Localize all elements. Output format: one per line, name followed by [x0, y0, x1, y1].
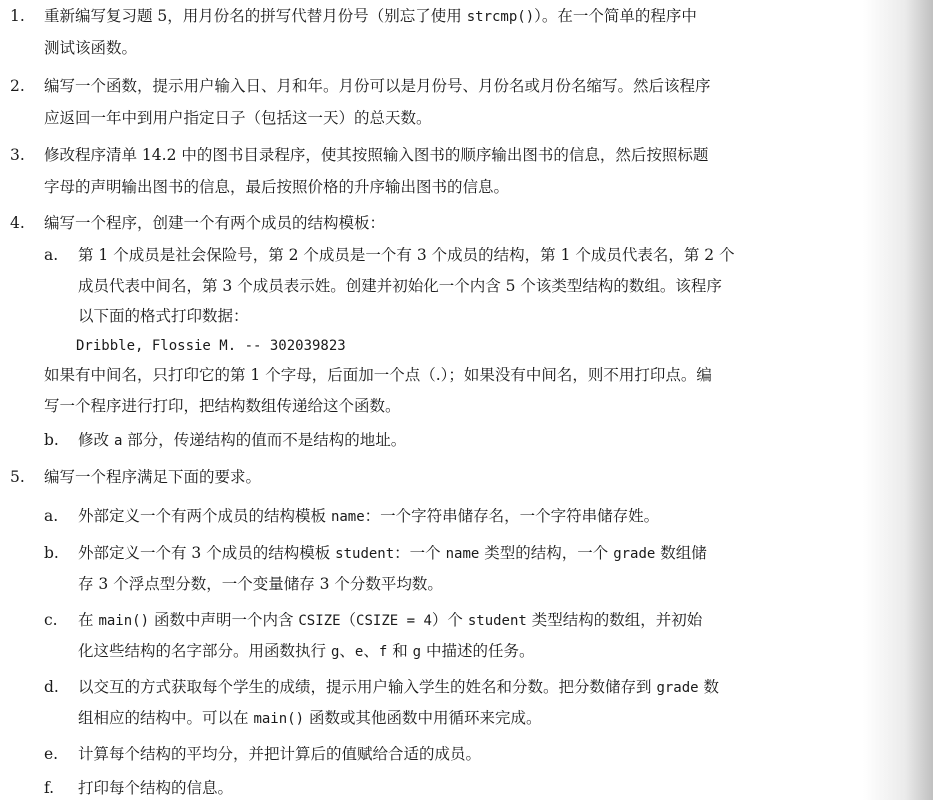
exercise-5f-label: f. [44, 779, 55, 797]
exercise-4a-line-1: a. 第 1 个成员是社会保险号，第 2 个成员是一个有 3 个成员的结构，第 1 个成员代表名，第 2 个 [44, 246, 735, 264]
exercise-4a-line-3: 以下面的格式打印数据： [78, 307, 249, 325]
exercise-5d-line-2: 组相应的结构中。可以在 main() 函数或其他函数中用循环来完成。 [78, 709, 542, 727]
exercise-5d-label: d. [44, 678, 59, 696]
exercise-5f-line-1: f. 打印每个结构的信息。 [44, 779, 234, 797]
exercise-4-line-1: 4. 编写一个程序，创建一个有两个成员的结构模板： [10, 214, 386, 232]
exercise-4-number: 4. [10, 214, 25, 232]
exercise-5a-label: a. [44, 507, 59, 525]
page-edge-shadow [863, 0, 933, 800]
exercise-2-line-2: 应返回一年中到用户指定日子（包括这一天）的总天数。 [44, 109, 432, 127]
exercise-5d-line-1: d. 以交互的方式获取每个学生的成绩，提示用户输入学生的姓名和分数。把分数储存到 grade 数 [44, 678, 720, 696]
exercise-2-number: 2. [10, 77, 25, 95]
exercise-5b-label: b. [44, 544, 59, 562]
exercise-5e-label: e. [44, 745, 59, 763]
exercise-5-line-1: 5. 编写一个程序满足下面的要求。 [10, 468, 262, 486]
exercise-1-line-2: 测试该函数。 [44, 39, 138, 57]
exercise-4-cont-line-2: 写一个程序进行打印，把结构数组传递给这个函数。 [44, 397, 401, 415]
exercise-3-line-1: 3. 修改程序清单 14.2 中的图书目录程序，使其按照输入图书的顺序输出图书的信息，然后按照标题 [10, 146, 709, 164]
exercise-5-number: 5. [10, 468, 25, 486]
exercise-2-line-1: 2. 编写一个函数，提示用户输入日、月和年。月份可以是月份号、月份名或月份名缩写。然后该程序 [10, 77, 711, 95]
exercise-4-cont-line-1: 如果有中间名，只打印它的第 1 个字母，后面加一个点（.）；如果没有中间名，则不用打印点。编 [44, 366, 712, 384]
exercise-1-line-1: 1. 重新编写复习题 5，用月份名的拼写代替月份号（别忘了使用 strcmp()）。在一个简单的程序中 [10, 7, 697, 25]
exercise-4b-line-1: b. 修改 a 部分，传递结构的值而不是结构的地址。 [44, 431, 407, 449]
exercise-4a-line-2: 成员代表中间名，第 3 个成员表示姓。创建并初始化一个内含 5 个该类型结构的数组。该程序 [78, 277, 722, 295]
exercise-3-line-2: 字母的声明输出图书的信息，最后按照价格的升序输出图书的信息。 [44, 178, 510, 196]
exercise-5e-line-1: e. 计算每个结构的平均分，并把计算后的值赋给合适的成员。 [44, 745, 482, 763]
exercise-3-number: 3. [10, 146, 25, 164]
exercise-5a-line-1: a. 外部定义一个有两个成员的结构模板 name：一个字符串储存名，一个字符串储存姓。 [44, 507, 660, 525]
exercise-5c-label: c. [44, 611, 58, 629]
exercise-5c-line-1: c. 在 main() 函数中声明一个内含 CSIZE（CSIZE = 4）个 student 类型结构的数组，并初始 [44, 611, 703, 629]
exercise-5c-line-2: 化这些结构的名字部分。用函数执行 g、e、f 和 g 中描述的任务。 [78, 642, 535, 660]
exercise-5b-line-2: 存 3 个浮点型分数，一个变量储存 3 个分数平均数。 [78, 575, 443, 593]
exercise-1-number: 1. [10, 7, 25, 25]
exercise-4a-label: a. [44, 246, 59, 264]
exercise-5b-line-1: b. 外部定义一个有 3 个成员的结构模板 student：一个 name 类型的结构，一个 grade 数组储 [44, 544, 707, 562]
exercise-4a-code-sample: Dribble, Flossie M. -- 302039823 [76, 338, 346, 354]
exercise-4b-label: b. [44, 431, 59, 449]
